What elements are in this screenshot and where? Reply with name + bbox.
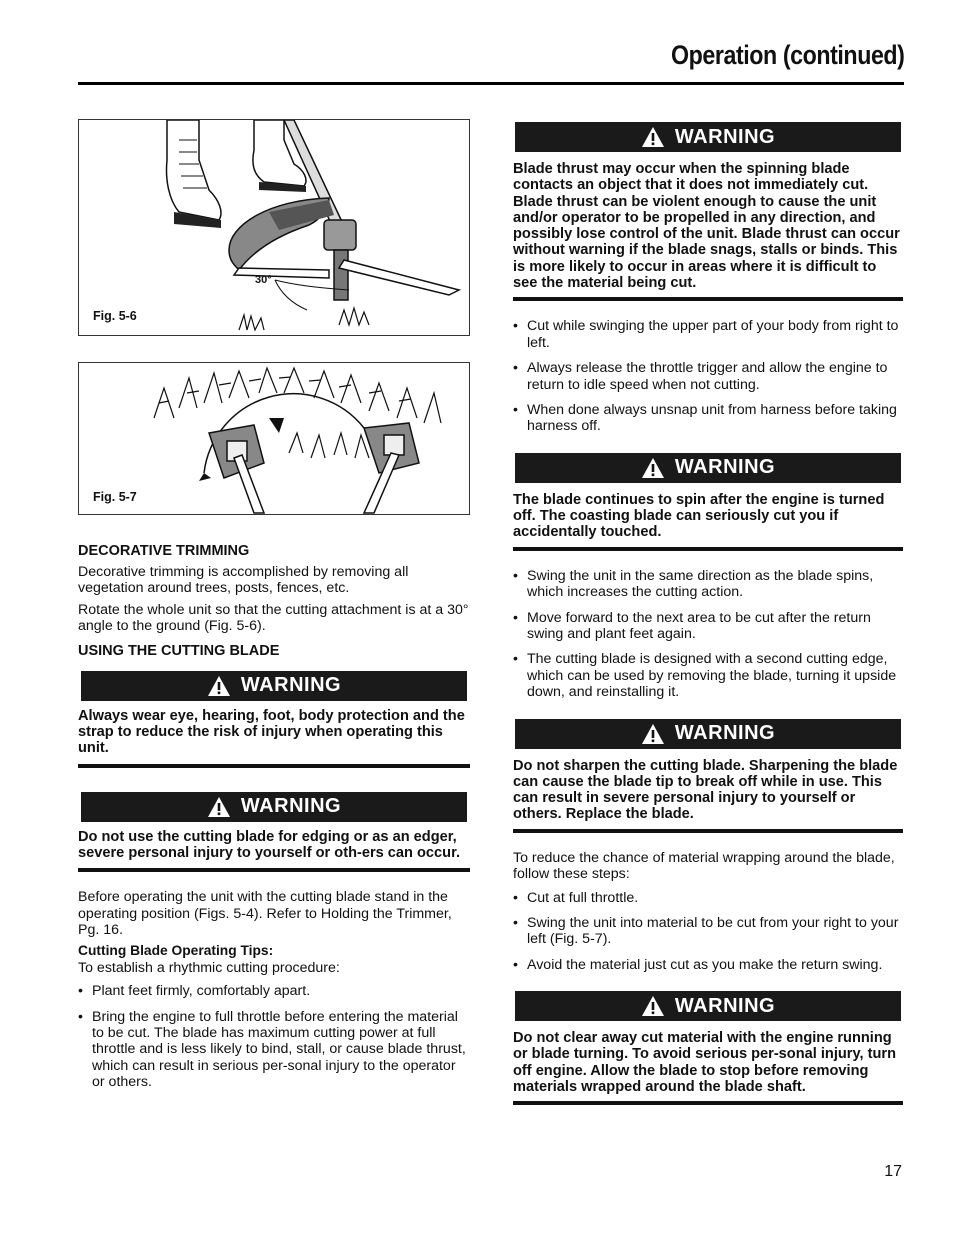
- warning-text: Do not clear away cut material with the engine running or blade turning. To avoid serious per-sonal injury, turn off engine. Allow the blade to stop before removing materials wrapped around the blade shaft.: [513, 1030, 896, 1096]
- list-item: • Swing the unit into material to be cut from your right to your left (Fig. 5-7).: [513, 915, 903, 948]
- page-title: Operation (continued): [670, 40, 904, 70]
- header-rule: [78, 82, 904, 85]
- warning-bar: [81, 671, 467, 701]
- cutting-direction-illustration: [79, 363, 469, 514]
- warning-rule: [78, 868, 470, 872]
- warning-label: WARNING: [240, 795, 342, 818]
- warning-rule: [78, 764, 470, 768]
- page-number: 17: [884, 1163, 902, 1180]
- figure-label: Fig. 5-7: [93, 490, 137, 504]
- list-item: • Cut while swinging the upper part of your body from right to left.: [513, 318, 903, 351]
- left-column: [78, 119, 470, 1091]
- list-item: • The cutting blade is designed with a second cutting edge, which can be used by removing the blade, turning it upside down, and reinstalling it.: [513, 651, 903, 700]
- angle-label: 30°: [255, 274, 272, 286]
- paragraph: Before operating the unit with the cutting blade stand in the operating position (Figs. 5-4). Refer to Holding the Trimmer, Pg. 16.: [78, 889, 452, 938]
- warning-label: WARNING: [674, 722, 776, 745]
- figure-5-7: [78, 362, 470, 515]
- paragraph: To reduce the chance of material wrapping around the blade, follow these steps:: [513, 849, 895, 883]
- warning-bar: [515, 991, 901, 1021]
- warning-box: [513, 991, 903, 1021]
- list-item: • Move forward to the next area to be cut after the return swing and plant feet again.: [513, 610, 903, 643]
- warning-triangle-icon: [207, 796, 231, 818]
- warning-text: Do not sharpen the cutting blade. Sharpening the blade can cause the blade tip to break off while in use. This can result in severe personal injury to yourself or others. Replace the blade.: [513, 757, 898, 823]
- list-item: • Swing the unit in the same direction as the blade spins, which increases the cutting action.: [513, 568, 903, 601]
- warning-text: The blade continues to spin after the engine is turned off. The coasting blade can seriously cut you if accidentally touched.: [513, 491, 885, 541]
- bullet-list: [513, 890, 903, 974]
- warning-text: Always wear eye, hearing, foot, body protection and the strap to reduce the risk of injury when operating this unit.: [78, 707, 465, 757]
- section-heading-cutting: USING THE CUTTING BLADE: [78, 642, 280, 659]
- warning-label: WARNING: [674, 456, 776, 479]
- warning-label: WARNING: [674, 125, 776, 148]
- warning-rule: [513, 1101, 903, 1105]
- figure-5-6: [78, 119, 470, 336]
- tips-heading: Cutting Blade Operating Tips:: [78, 943, 274, 959]
- bullet-list: [513, 568, 903, 701]
- warning-label: WARNING: [674, 994, 776, 1017]
- section-heading-decorative: DECORATIVE TRIMMING: [78, 543, 250, 559]
- warning-box: [513, 453, 903, 483]
- list-item: • When done always unsnap unit from harness before taking harness off.: [513, 402, 903, 435]
- warning-triangle-icon: [641, 995, 665, 1017]
- warning-rule: [513, 829, 903, 833]
- warning-box: [513, 719, 903, 749]
- paragraph: Rotate the whole unit so that the cutting attachment is at a 30° angle to the ground (Fig. 5-6).: [78, 601, 469, 635]
- warning-box: [78, 671, 470, 701]
- right-column: [513, 122, 903, 1105]
- paragraph: To establish a rhythmic cutting procedure:: [78, 959, 340, 976]
- paragraph: Decorative trimming is accomplished by removing all vegetation around trees, posts, fences, etc.: [78, 564, 409, 597]
- warning-bar: [515, 719, 901, 749]
- list-item: • Bring the engine to full throttle before entering the material to be cut. The blade has maximum cutting power at full throttle and is less likely to bind, stall, or cause blade thrust, which can result in serious per-sonal injury to the operator or others.: [78, 1009, 470, 1091]
- warning-triangle-icon: [641, 723, 665, 745]
- warning-bar: [515, 122, 901, 152]
- warning-text: Do not use the cutting blade for edging or as an edger, severe personal injury to yourself or oth-ers can occur.: [78, 828, 460, 861]
- list-item: • Cut at full throttle.: [513, 890, 903, 906]
- warning-box: [78, 792, 470, 822]
- tips-list: [78, 983, 470, 1090]
- warning-triangle-icon: [641, 126, 665, 148]
- list-item: • Plant feet firmly, comfortably apart.: [78, 983, 470, 999]
- bullet-list: [513, 318, 903, 434]
- warning-rule: [513, 547, 903, 551]
- warning-triangle-icon: [207, 675, 231, 697]
- warning-box: [513, 122, 903, 152]
- warning-rule: [513, 297, 903, 301]
- warning-triangle-icon: [641, 457, 665, 479]
- list-item: • Avoid the material just cut as you make the return swing.: [513, 957, 903, 973]
- trimmer-angle-illustration: [79, 120, 469, 335]
- list-item: • Always release the throttle trigger and allow the engine to return to idle speed when not cutting.: [513, 360, 903, 393]
- warning-label: WARNING: [240, 674, 342, 697]
- figure-label: Fig. 5-6: [93, 309, 137, 323]
- warning-bar: [81, 792, 467, 822]
- warning-bar: [515, 453, 901, 483]
- warning-text: Blade thrust may occur when the spinning blade contacts an object that it does not immediately cut. Blade thrust can be violent enough to cause the unit and/or operator to be propelled in any direction, and possibly lose control of the unit. Blade thrust can occur without warning if the blade snags, stalls or binds. This is more likely to occur in areas where it is difficult to see the material being cut.: [513, 161, 900, 292]
